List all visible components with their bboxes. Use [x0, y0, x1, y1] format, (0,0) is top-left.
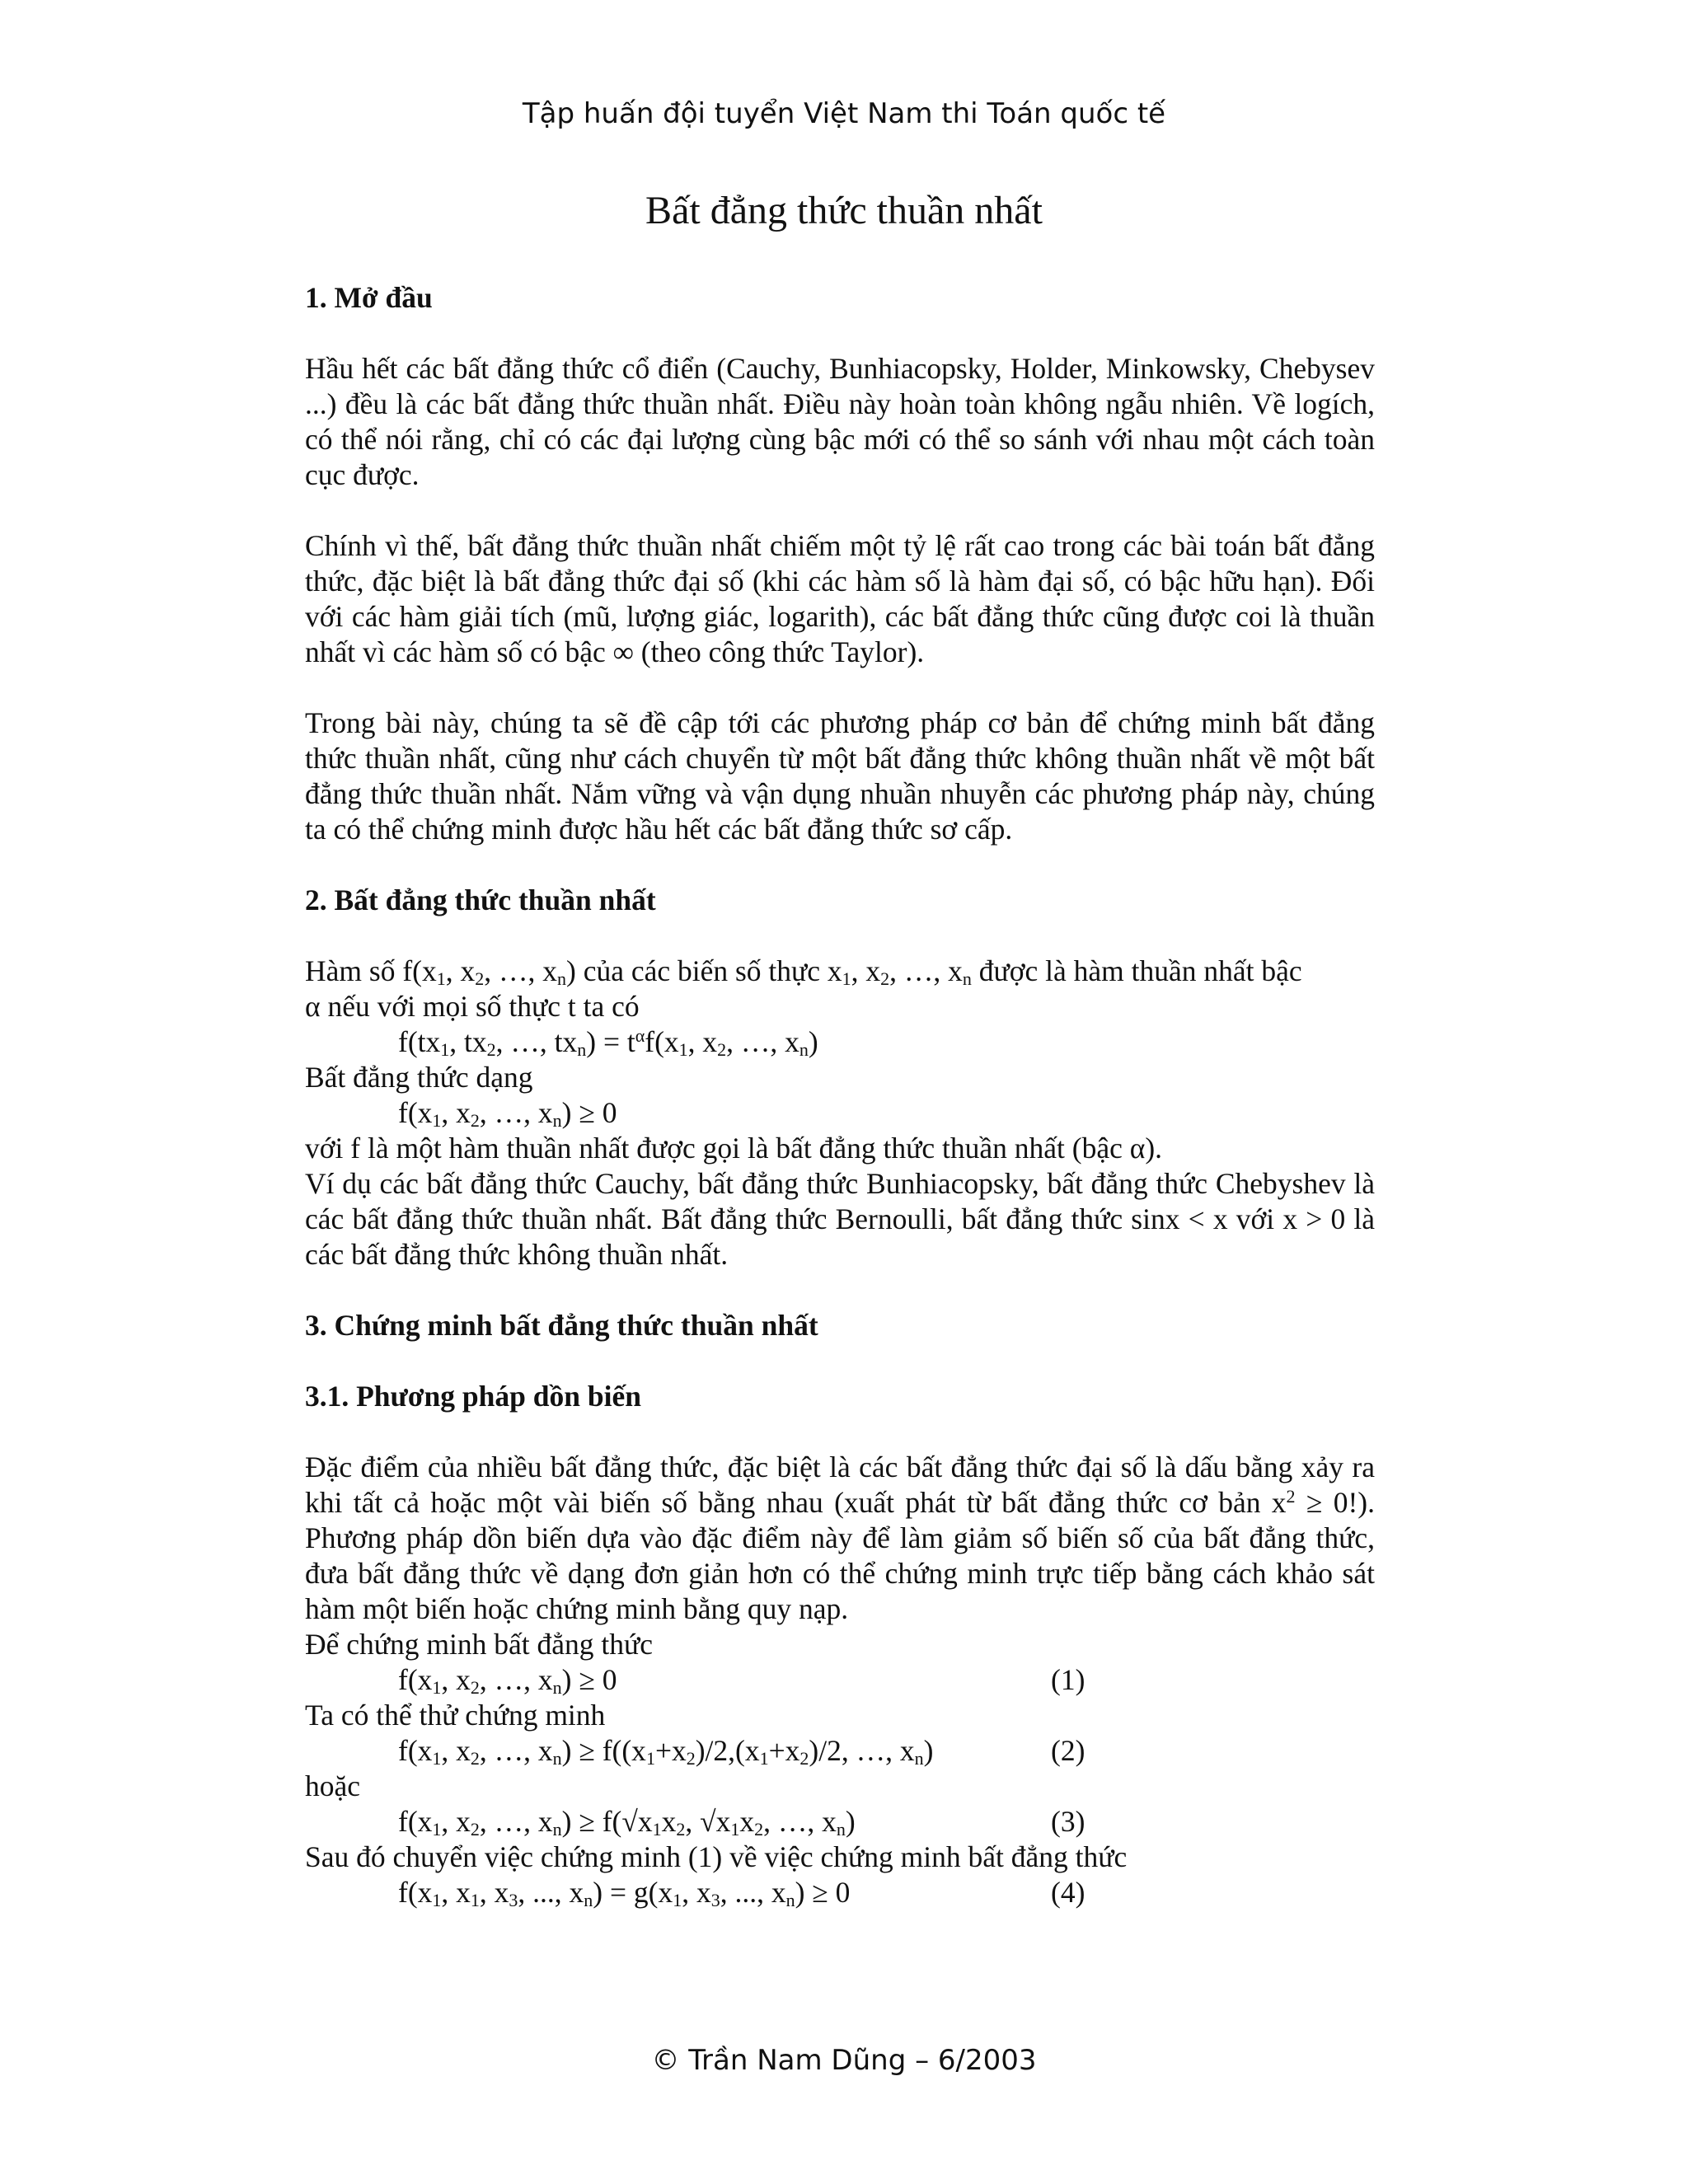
section-3-heading: 3. Chứng minh bất đẳng thức thuần nhất	[305, 1309, 818, 1342]
page-footer: © Trần Nam Dũng – 6/2003	[651, 2044, 1037, 2077]
equation-1: $f(x_1$, $x_2$, …, $x_n) \ge 0$ (1)	[398, 1663, 1085, 1698]
section-2-heading: 2. Bất đẳng thức thuần nhất	[305, 883, 656, 916]
definition-line-2: α nếu với mọi số thực t ta có	[305, 990, 640, 1023]
section-3-1-paragraph: Đặc điểm của nhiều bất đẳng thức, đặc biệt là các bất đẳng thức đại số là dấu bằng xảy ra khi tất cả hoặc một vài biến số bằng nhau (xuất phát từ bất đẳng thức cơ bản $x^2 \ge 0$!). Phương pháp dồn biến dựa vào đặc điểm này để làm giảm số biến số của bất đẳng thức, đưa bất đẳng thức về dạng đơn giản hơn có thể chứng minh trực tiếp bằng cách khảo sát hàm một biến hoặc chứng minh bằng quy nạp.	[305, 1451, 1375, 1625]
page-title: Bất đẳng thức thuần nhất	[645, 189, 1043, 232]
equation-4: $f(x_1$, $x_1$, $x_3$, ..., $x_n) = g(x_1$, $x_3$, ..., $x_n) \ge 0$ (4)	[398, 1876, 1085, 1910]
or-label: hoặc	[305, 1769, 361, 1802]
section-3-1-heading: 3.1. Phương pháp dồn biến	[305, 1380, 641, 1413]
section-1-heading: 1. Mở đầu	[305, 281, 433, 314]
try-prove-label: Ta có thể thử chứng minh	[305, 1699, 606, 1732]
to-prove-label: Để chứng minh bất đẳng thức	[305, 1628, 653, 1661]
homogeneity-formula: $f(tx_1$, $tx_2$, …, $tx_n) = t^\alpha f(x_1$, $x_2$, …, $x_n$)	[398, 1024, 818, 1060]
equation-number-4: (4)	[1051, 1876, 1085, 1909]
equation-number-2: (2)	[1051, 1734, 1085, 1767]
then-label: Sau đó chuyển việc chứng minh (1) về việc chứng minh bất đẳng thức	[305, 1840, 1128, 1873]
document-body	[305, 280, 1375, 1910]
inequality-form-formula: $f(x_1$, $x_2$, …, $x_n) \ge 0$	[398, 1096, 617, 1131]
page-header: Tập huấn đội tuyển Việt Nam thi Toán quốc tế	[522, 97, 1166, 130]
definition-2: với f là một hàm thuần nhất được gọi là bất đẳng thức thuần nhất (bậc α).	[305, 1132, 1163, 1165]
examples-paragraph: Ví dụ các bất đẳng thức Cauchy, bất đẳng thức Bunhiacopsky, bất đẳng thức Chebyshev là các bất đẳng thức thuần nhất. Bất đẳng thức Bernoulli, bất đẳng thức sinx < x với x > 0 là các bất đẳng thức không thuần nhất.	[305, 1167, 1375, 1271]
equation-2: $f(x_1$, $x_2$, …, $x_n) \ge f((x_1+x_2)/2,(x_1+x_2)/2$, …, $x_n$) (2)	[398, 1734, 1085, 1769]
equation-3: $f(x_1$, $x_2$, …, $x_n) \ge f(√x_1x_2$, $√x_1x_2$, …, $x_n$) (3)	[398, 1805, 1085, 1840]
section-1-paragraph-3: Trong bài này, chúng ta sẽ đề cập tới các phương pháp cơ bản để chứng minh bất đẳng thức thuần nhất, cũng như cách chuyển từ một bất đẳng thức không thuần nhất về một bất đẳng thức thuần nhất. Nắm vững và vận dụng nhuần nhuyễn các phương pháp này, chúng ta có thể chứng minh được hầu hết các bất đẳng thức sơ cấp.	[305, 706, 1375, 846]
definition-paragraph: Hàm số $f(x_1$, $x_2$, …, $x_n$) của các biến số thực $x_1$, $x_2$, …, $x_n$ được là hàm thuần nhất bậc	[305, 954, 1302, 989]
section-1-paragraph-2: Chính vì thế, bất đẳng thức thuần nhất chiếm một tỷ lệ rất cao trong các bài toán bất đẳng thức, đặc biệt là bất đẳng thức đại số (khi các hàm số là hàm đại số, có bậc hữu hạn). Đối với các hàm giải tích (mũ, lượng giác, logarith), các bất đẳng thức cũng được coi là thuần nhất vì các hàm số có bậc ∞ (theo công thức Taylor).	[305, 529, 1375, 668]
equation-number-3: (3)	[1051, 1805, 1085, 1838]
inequality-form-label: Bất đẳng thức dạng	[305, 1061, 533, 1094]
equation-number-1: (1)	[1051, 1663, 1085, 1696]
section-1-paragraph-1: Hầu hết các bất đẳng thức cổ điển (Cauchy, Bunhiacopsky, Holder, Minkowsky, Chebysev ...) đều là các bất đẳng thức thuần nhất. Điều này hoàn toàn không ngẫu nhiên. Về logích, có thể nói rằng, chỉ có các đại lượng cùng bậc mới có thể so sánh với nhau một cách toàn cục được.	[305, 352, 1375, 491]
